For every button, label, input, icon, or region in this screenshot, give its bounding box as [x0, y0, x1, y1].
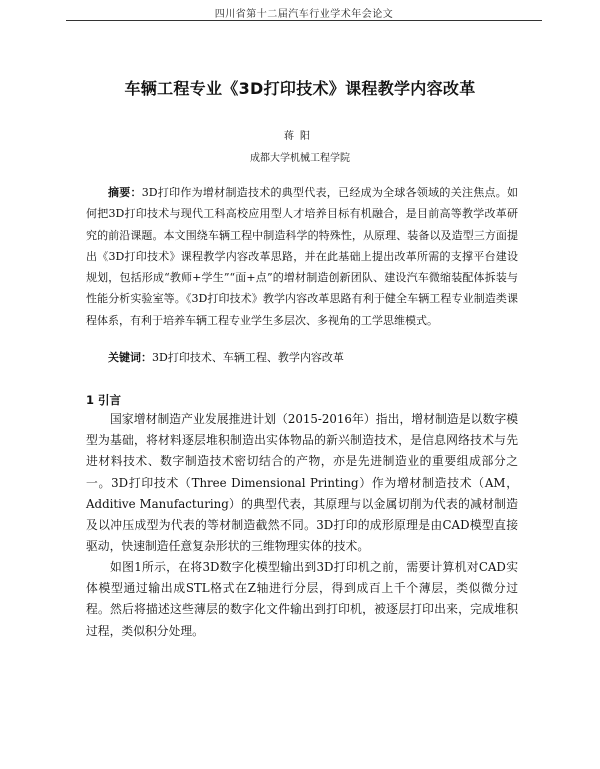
abstract-text: 3D打印作为增材制造技术的典型代表，已经成为全球各领域的关注焦点。如何把3D打印技术与现代工科高校应用型人才培养目标有机融合，是目前高等教学改革研究的前沿课题。本文围绕车辆工程中制造科学的特殊性，从原理、装备以及造型三方面提出《3D打印技术》课程教学内容改革思路，并在此基础上提出改革所需的支撑平台建设规划，包括形成“教师+学生”“面+点”的增材制造创新团队、建设汽车微缩装配体拆装与性能分析实验室等。《3D打印技术》教学内容改革思路有利于健全车辆工程专业制造类课程体系，有利于培养车辆工程专业学生多层次、多视角的工学思维模式。 [86, 186, 518, 327]
abstract-label: 摘要： [108, 186, 142, 199]
body-paragraph: 如图1所示，在将3D数字化模型输出到3D打印机之前，需要计算机对CAD实体模型通过输出成STL格式在Z轴进行分层，得到成百上千个薄层，类似微分过程。然后将描述这些薄层的数字化文件输出到打印机，被逐层打印出来，完成堆积过程，类似积分处理。 [86, 560, 518, 638]
section-heading-introduction: 1 引言 [86, 393, 122, 407]
paper-title: 车辆工程专业《3D打印技术》课程教学内容改革 [124, 79, 476, 98]
abstract [86, 182, 518, 331]
body-paragraph: 国家增材制造产业发展推进计划（2015-2016年）指出，增材制造是以数字模型为基础，将材料逐层堆积制造出实体物品的新兴制造技术，是信息网络技术与先进材料技术、数字制造技术密切结合的产物，亦是先进制造业的重要组成部分之一。3D打印技术（Three Dimensional Printing）作为增材制造技术（AM，Additive Manufacturing）的典型代表，其原理与以金属切削为代表的减材制造及以冲压成型为代表的等材制造截然不同。3D打印的成形原理是由CAD模型直接驱动，快速制造任意复杂形状的三维物理实体的技术。 [86, 412, 518, 554]
running-header: 四川省第十二届汽车行业学术年会论文 [214, 9, 394, 20]
author-name: 蒋阳 [284, 131, 316, 142]
keywords [108, 349, 528, 365]
keywords-text: 3D打印技术、车辆工程、教学内容改革 [152, 351, 344, 364]
keywords-label: 关键词： [108, 351, 152, 364]
header-rule [66, 20, 542, 21]
author-affiliation: 成都大学机械工程学院 [250, 153, 350, 164]
